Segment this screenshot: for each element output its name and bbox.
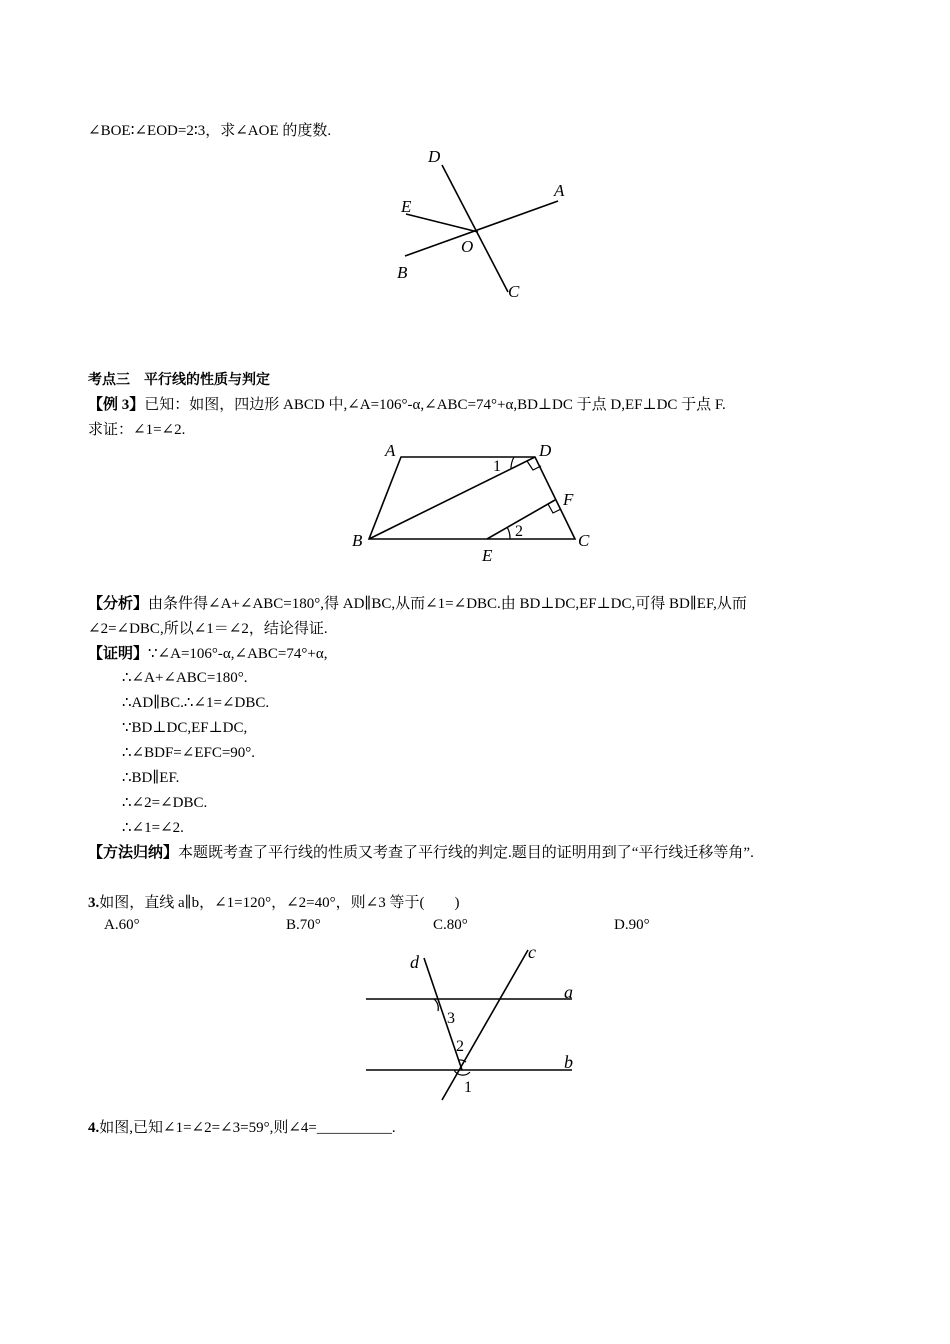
label-a: A	[554, 181, 565, 200]
example-3-prove: 求证：∠1=∠2.	[88, 422, 186, 438]
proof-first: ∵∠A=106°-α,∠ABC=74°+α,	[148, 646, 328, 662]
analysis-tag: 【分析】	[88, 596, 149, 612]
option-b: B.70°	[286, 917, 321, 933]
label-angle-1: 1	[464, 1079, 472, 1096]
proof-step: ∴∠A+∠ABC=180°.	[122, 670, 248, 686]
question-4-number: 4.	[88, 1120, 100, 1136]
question-4	[88, 1118, 396, 1138]
example-3-tag: 【例 3】	[88, 397, 145, 413]
proof	[88, 644, 327, 664]
label-f: F	[563, 490, 574, 509]
line-dc	[442, 165, 508, 292]
label-d: D	[539, 441, 552, 460]
analysis-text-2: ∠2=∠DBC,所以∠1＝∠2，结论得证.	[88, 621, 328, 637]
proof-step: ∴AD∥BC.∴∠1=∠DBC.	[122, 695, 270, 711]
example-3	[88, 395, 726, 415]
question-3	[88, 893, 459, 913]
label-angle-2: 2	[456, 1038, 464, 1055]
label-a: a	[564, 982, 573, 1002]
label-angle-2: 2	[515, 523, 523, 540]
option-d: D.90°	[614, 917, 650, 933]
proof-step: ∴∠2=∠DBC.	[122, 795, 208, 811]
label-e: E	[482, 546, 493, 565]
proof-tag: 【证明】	[88, 646, 149, 662]
method-tag: 【方法归纳】	[88, 845, 179, 861]
label-a: A	[385, 441, 396, 460]
label-angle-1: 1	[493, 458, 501, 475]
figure-quadrilateral	[345, 435, 605, 570]
ray-oe	[406, 214, 478, 232]
label-c: c	[528, 942, 536, 962]
label-d: d	[410, 952, 419, 972]
proof-step: ∴∠BDF=∠EFC=90°.	[122, 745, 256, 761]
figure-angles-at-o	[390, 140, 580, 310]
label-b: b	[564, 1052, 573, 1072]
arc-angle-3	[434, 999, 438, 1011]
intro-line: ∠BOE∶∠EOD=2∶3，求∠AOE 的度数.	[88, 123, 332, 139]
example-3-text: 已知：如图，四边形 ABCD 中,∠A=106°-α,∠ABC=74°+α,BD⊥DC 于点 D,EF⊥DC 于点 F.	[144, 397, 726, 413]
label-angle-3: 3	[447, 1010, 455, 1027]
label-o: O	[461, 237, 474, 256]
label-b: B	[352, 531, 363, 550]
proof-step: ∴∠1=∠2.	[122, 820, 184, 836]
label-d: D	[428, 147, 441, 166]
proof-step: ∵BD⊥DC,EF⊥DC,	[122, 720, 248, 736]
arc-angle-2	[507, 527, 510, 539]
label-c: C	[578, 531, 590, 550]
proof-step: ∴BD∥EF.	[122, 770, 180, 786]
label-b: B	[397, 263, 408, 282]
analysis	[88, 594, 747, 614]
label-c: C	[508, 282, 520, 301]
diagonal-bd	[369, 457, 535, 539]
question-4-text: 如图,已知∠1=∠2=∠3=59°,则∠4=__________.	[99, 1120, 396, 1136]
question-3-number: 3.	[88, 895, 100, 911]
method-summary	[88, 843, 754, 863]
line-ab	[405, 201, 558, 256]
label-e: E	[401, 197, 412, 216]
section-title: 考点三 平行线的性质与判定	[88, 372, 270, 388]
quad-abcd	[369, 457, 575, 539]
analysis-text-1: 由条件得∠A+∠ABC=180°,得 AD∥BC,从而∠1=∠DBC.由 BD⊥DC,EF⊥DC,可得 BD∥EF,从而	[148, 596, 747, 612]
option-a: A.60°	[104, 917, 140, 933]
method-text: 本题既考查了平行线的性质又考查了平行线的判定.题目的证明用到了“平行线迁移等角”.	[178, 845, 754, 861]
figure-parallel-lines	[360, 938, 590, 1103]
option-c: C.80°	[433, 917, 468, 933]
question-3-text: 如图，直线 a∥b，∠1=120°，∠2=40°，则∠3 等于( )	[99, 895, 460, 911]
